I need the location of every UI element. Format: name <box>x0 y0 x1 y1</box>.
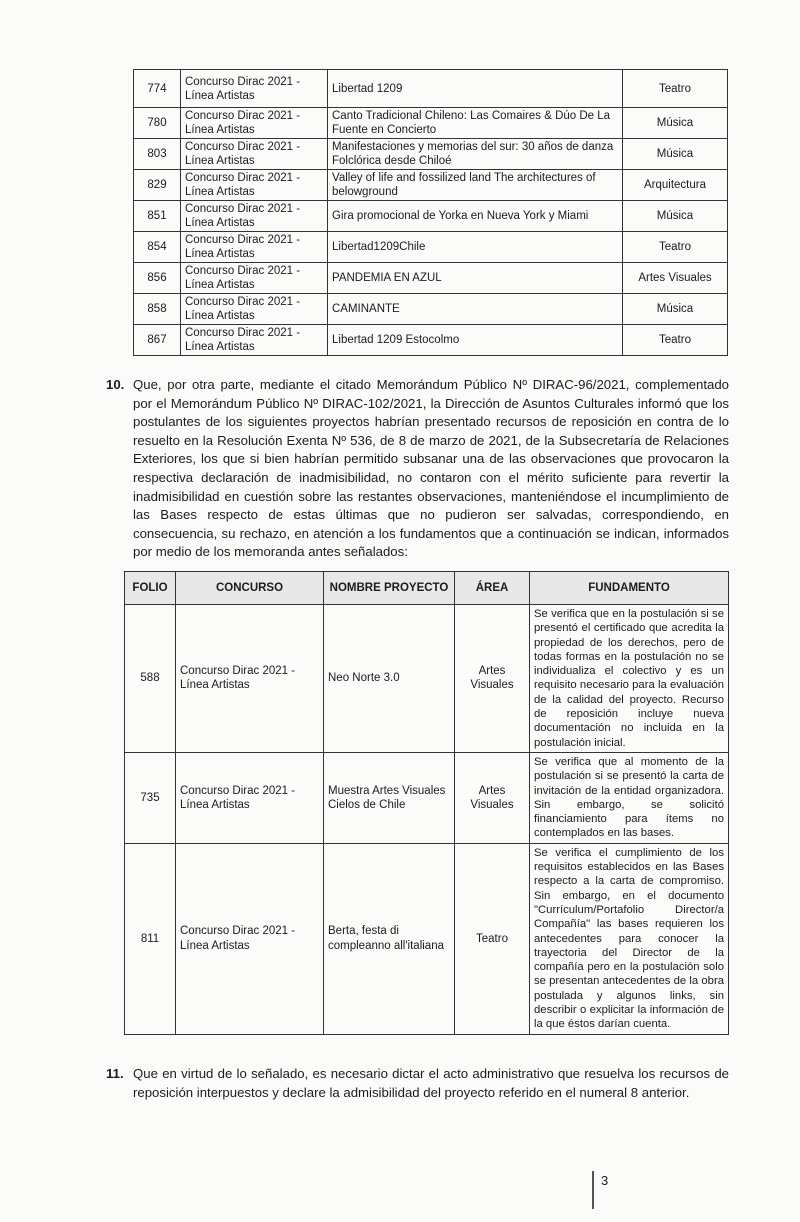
paragraph-10 <box>106 376 729 562</box>
project-cell: Libertad1209Chile <box>328 232 623 263</box>
concurso-cell: Concurso Dirac 2021 - Línea Artistas <box>181 263 328 294</box>
area-cell: Teatro <box>623 325 728 356</box>
project-cell: PANDEMIA EN AZUL <box>328 263 623 294</box>
table-row <box>125 605 729 753</box>
concurso-cell: Concurso Dirac 2021 - Línea Artistas <box>181 325 328 356</box>
concurso-cell: Concurso Dirac 2021 - Línea Artistas <box>176 605 324 753</box>
concurso-cell: Concurso Dirac 2021 - Línea Artistas <box>176 752 324 843</box>
area-cell: Música <box>623 108 728 139</box>
area-cell: Teatro <box>623 70 728 108</box>
area-cell: Artes Visuales <box>455 752 530 843</box>
project-cell: Valley of life and fossilized land The architectures of belowground <box>328 170 623 201</box>
header-fundamento: FUNDAMENTO <box>530 572 729 605</box>
folio-cell: 854 <box>134 232 181 263</box>
paragraph-number: 10. <box>106 377 125 392</box>
area-cell: Artes Visuales <box>455 605 530 753</box>
folio-cell: 851 <box>134 201 181 232</box>
fundamento-cell: Se verifica el cumplimiento de los requisitos establecidos en las Bases respecto a la carta de compromiso. Sin embargo, en el documento "Currículum/Portafolio Director/a Compañía" las bases requieren los antecedentes para conocer la trayectoria del Director de la compañía pero en la postulación solo se presentan antecedentes de la obra postulada y algunos links, sin describir o explicitar la información de la que éstos darían cuenta. <box>530 843 729 1034</box>
paragraph-text: Que en virtud de lo señalado, es necesario dictar el acto administrativo que resuelva los recursos de reposición interpuestos y declare la admisibilidad del proyecto referido en el numeral 8 anterior. <box>133 1066 729 1100</box>
table-header-row <box>125 572 729 605</box>
project-cell: CAMINANTE <box>328 294 623 325</box>
table-row <box>134 263 728 294</box>
table-row <box>134 139 728 170</box>
page-number: 3 <box>601 1173 609 1188</box>
area-cell: Teatro <box>623 232 728 263</box>
project-cell: Muestra Artes Visuales Cielos de Chile <box>324 752 455 843</box>
area-cell: Música <box>623 294 728 325</box>
header-area: ÁREA <box>455 572 530 605</box>
area-cell: Música <box>623 139 728 170</box>
paragraph-number: 11. <box>106 1066 124 1081</box>
folio-cell: 811 <box>125 843 176 1034</box>
table-row <box>134 170 728 201</box>
folio-cell: 774 <box>134 70 181 108</box>
header-concurso: CONCURSO <box>176 572 324 605</box>
project-cell: Canto Tradicional Chileno: Las Comaires & Dúo De La Fuente en Concierto <box>328 108 623 139</box>
header-folio: FOLIO <box>125 572 176 605</box>
area-cell: Música <box>623 201 728 232</box>
project-cell: Libertad 1209 <box>328 70 623 108</box>
concurso-cell: Concurso Dirac 2021 - Línea Artistas <box>181 70 328 108</box>
concurso-cell: Concurso Dirac 2021 - Línea Artistas <box>181 294 328 325</box>
table-row <box>134 294 728 325</box>
table-row <box>125 752 729 843</box>
table-row <box>134 201 728 232</box>
fundamento-cell: Se verifica que en la postulación si se presentó el certificado que acredita la propiedad de los derechos, pero de todas formas en la postulación no se individualiza el colectivo y es un requisito necesario para la evaluación de la calidad del proyecto. Recurso de reposición incluye nueva documentación no incluida en la postulación inicial. <box>530 605 729 753</box>
paragraph-text: Que, por otra parte, mediante el citado Memorándum Público Nº DIRAC-96/2021, complementado por el Memorándum Público Nº DIRAC-102/2021, la Dirección de Asuntos Culturales informó que los postulantes de los siguientes proyectos habrían presentado recursos de reposición en contra de lo resuelto en la Resolución Exenta Nº 536, de 8 de marzo de 2021, de la Subsecretaría de Relaciones Exteriores, los que si bien habrían permitido subsanar una de las observaciones que provocaron la respectiva declaración de inadmisibilidad, no contaron con el mérito suficiente para revertir la inadmisibilidad en cuestión sobre las restantes observaciones, manteniéndose el incumplimiento de las Bases respecto de estas últimas que no pudieron ser salvadas, correspondiendo, en consecuencia, su rechazo, en atención a los fundamentos que a continuación se indican, informados por medio de los memoranda antes señalados: <box>133 377 729 560</box>
project-cell: Berta, festa di compleanno all'italiana <box>324 843 455 1034</box>
concurso-cell: Concurso Dirac 2021 - Línea Artistas <box>181 170 328 201</box>
area-cell: Artes Visuales <box>623 263 728 294</box>
project-cell: Libertad 1209 Estocolmo <box>328 325 623 356</box>
table-row <box>134 232 728 263</box>
concurso-cell: Concurso Dirac 2021 - Línea Artistas <box>181 108 328 139</box>
concurso-cell: Concurso Dirac 2021 - Línea Artistas <box>181 139 328 170</box>
folio-cell: 588 <box>125 605 176 753</box>
folio-cell: 867 <box>134 325 181 356</box>
project-cell: Gira promocional de Yorka en Nueva York y Miami <box>328 201 623 232</box>
folio-cell: 780 <box>134 108 181 139</box>
folio-cell: 858 <box>134 294 181 325</box>
area-cell: Teatro <box>455 843 530 1034</box>
folio-cell: 829 <box>134 170 181 201</box>
projects-table-continued <box>133 69 728 356</box>
table-row <box>134 108 728 139</box>
table-row <box>134 325 728 356</box>
table-row <box>134 70 728 108</box>
concurso-cell: Concurso Dirac 2021 - Línea Artistas <box>181 232 328 263</box>
paragraph-11 <box>106 1065 729 1102</box>
concurso-cell: Concurso Dirac 2021 - Línea Artistas <box>176 843 324 1034</box>
folio-cell: 803 <box>134 139 181 170</box>
folio-cell: 856 <box>134 263 181 294</box>
project-cell: Neo Norte 3.0 <box>324 605 455 753</box>
header-proyecto: NOMBRE PROYECTO <box>324 572 455 605</box>
area-cell: Arquitectura <box>623 170 728 201</box>
concurso-cell: Concurso Dirac 2021 - Línea Artistas <box>181 201 328 232</box>
rejection-table <box>124 571 729 1035</box>
table-row <box>125 843 729 1034</box>
page-number-divider <box>592 1171 594 1209</box>
fundamento-cell: Se verifica que al momento de la postulación si se presentó la carta de invitación de la entidad organizadora. Sin embargo, se solicitó financiamiento para ítems no contemplados en las bases. <box>530 752 729 843</box>
project-cell: Manifestaciones y memorias del sur: 30 años de danza Folclórica desde Chiloé <box>328 139 623 170</box>
folio-cell: 735 <box>125 752 176 843</box>
